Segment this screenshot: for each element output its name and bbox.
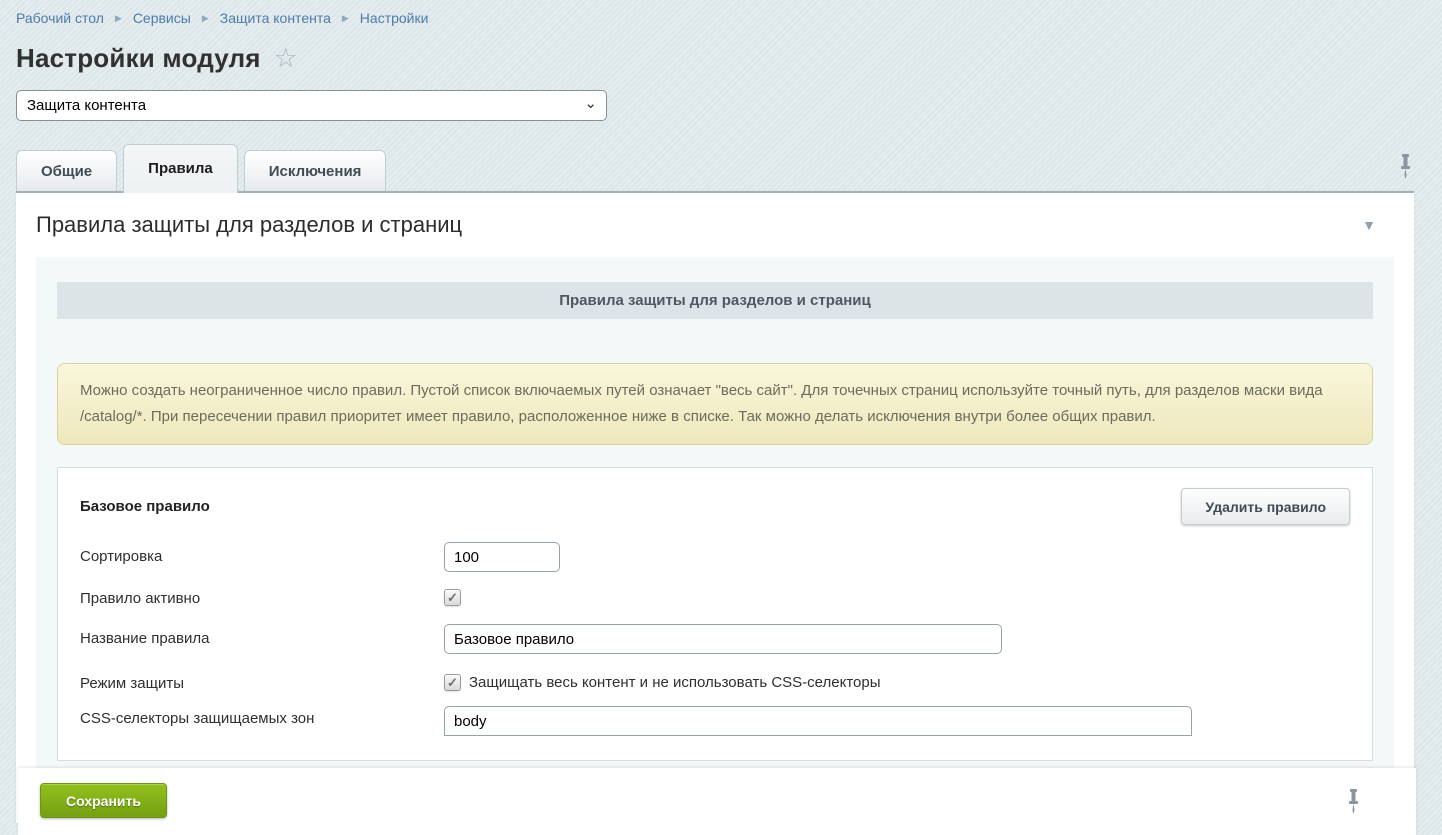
name-field-label: Название правила xyxy=(80,630,210,647)
breadcrumb xyxy=(0,0,1442,26)
mode-field-row xyxy=(80,674,1350,692)
tab-rules[interactable] xyxy=(123,144,238,193)
active-field-row xyxy=(80,589,1350,607)
sort-input[interactable] xyxy=(444,542,560,572)
mode-field-label: Режим защиты xyxy=(80,675,185,692)
settings-panel xyxy=(16,191,1414,823)
css-selectors-input[interactable] xyxy=(444,706,1192,736)
info-note: Можно создать неограниченное число правил. Пустой список включаемых путей означает "весь сайт". Для точечных страниц используйте точный путь, для разделов маски вида /catalog/*. При пересечении правил приоритет имеет правило, расположенное ниже в списке. Так можно делать исключения внутри более общих правил. xyxy=(57,363,1373,445)
rules-table-header: Правила защиты для разделов и страниц xyxy=(57,282,1373,319)
check-icon: ✓ xyxy=(447,589,458,605)
rule-card xyxy=(57,467,1373,761)
page-title: Настройки модуля xyxy=(16,43,261,73)
css-field-row xyxy=(80,706,1350,736)
protect-all-checkbox[interactable] xyxy=(444,674,461,691)
sort-field-label: Сортировка xyxy=(80,548,163,565)
section-heading: Правила защиты для разделов и страниц xyxy=(36,212,463,237)
protect-all-checkbox-label: Защищать весь контент и не использовать CSS-селекторы xyxy=(469,674,881,691)
rules-section xyxy=(36,257,1394,777)
name-field-row xyxy=(80,624,1350,654)
panel-header xyxy=(16,193,1414,257)
save-button[interactable]: Сохранить xyxy=(40,783,167,818)
tab-bar xyxy=(16,142,1442,191)
action-bar xyxy=(18,768,1416,835)
tab-general-label: Общие xyxy=(41,162,93,180)
rule-active-checkbox[interactable] xyxy=(444,589,461,606)
breadcrumb-item-desktop[interactable]: Рабочий стол xyxy=(16,10,104,26)
tab-general[interactable] xyxy=(16,150,117,191)
pin-icon[interactable] xyxy=(1399,154,1412,179)
favorite-star-icon[interactable]: ☆ xyxy=(273,43,298,73)
chevron-down-icon: ⌄ xyxy=(584,95,597,112)
breadcrumb-arrow-icon: ▶ xyxy=(201,13,209,23)
tab-rules-label: Правила xyxy=(148,159,213,177)
rule-name-input[interactable] xyxy=(444,624,1002,654)
module-select-value: Защита контента xyxy=(27,97,147,114)
active-field-label: Правило активно xyxy=(80,590,201,607)
tab-exceptions-label: Исключения xyxy=(268,162,362,180)
pin-icon[interactable] xyxy=(1347,789,1360,814)
rule-title: Базовое правило xyxy=(80,498,210,515)
breadcrumb-item-settings[interactable]: Настройки xyxy=(359,10,429,26)
breadcrumb-arrow-icon: ▶ xyxy=(114,13,122,23)
sort-field-row xyxy=(80,542,1350,572)
collapse-arrow-icon[interactable]: ▼ xyxy=(1362,217,1376,233)
tab-exceptions[interactable] xyxy=(244,150,387,191)
breadcrumb-item-services[interactable]: Сервисы xyxy=(132,10,191,26)
module-select[interactable] xyxy=(16,90,607,121)
css-field-label: CSS-селекторы защищаемых зон xyxy=(80,710,315,727)
rule-card-header xyxy=(80,488,1350,525)
check-icon: ✓ xyxy=(447,674,458,690)
delete-rule-button[interactable]: Удалить правило xyxy=(1181,488,1350,525)
title-row xyxy=(16,43,1442,74)
breadcrumb-item-content-protection[interactable]: Защита контента xyxy=(219,10,331,26)
breadcrumb-arrow-icon: ▶ xyxy=(341,13,349,23)
